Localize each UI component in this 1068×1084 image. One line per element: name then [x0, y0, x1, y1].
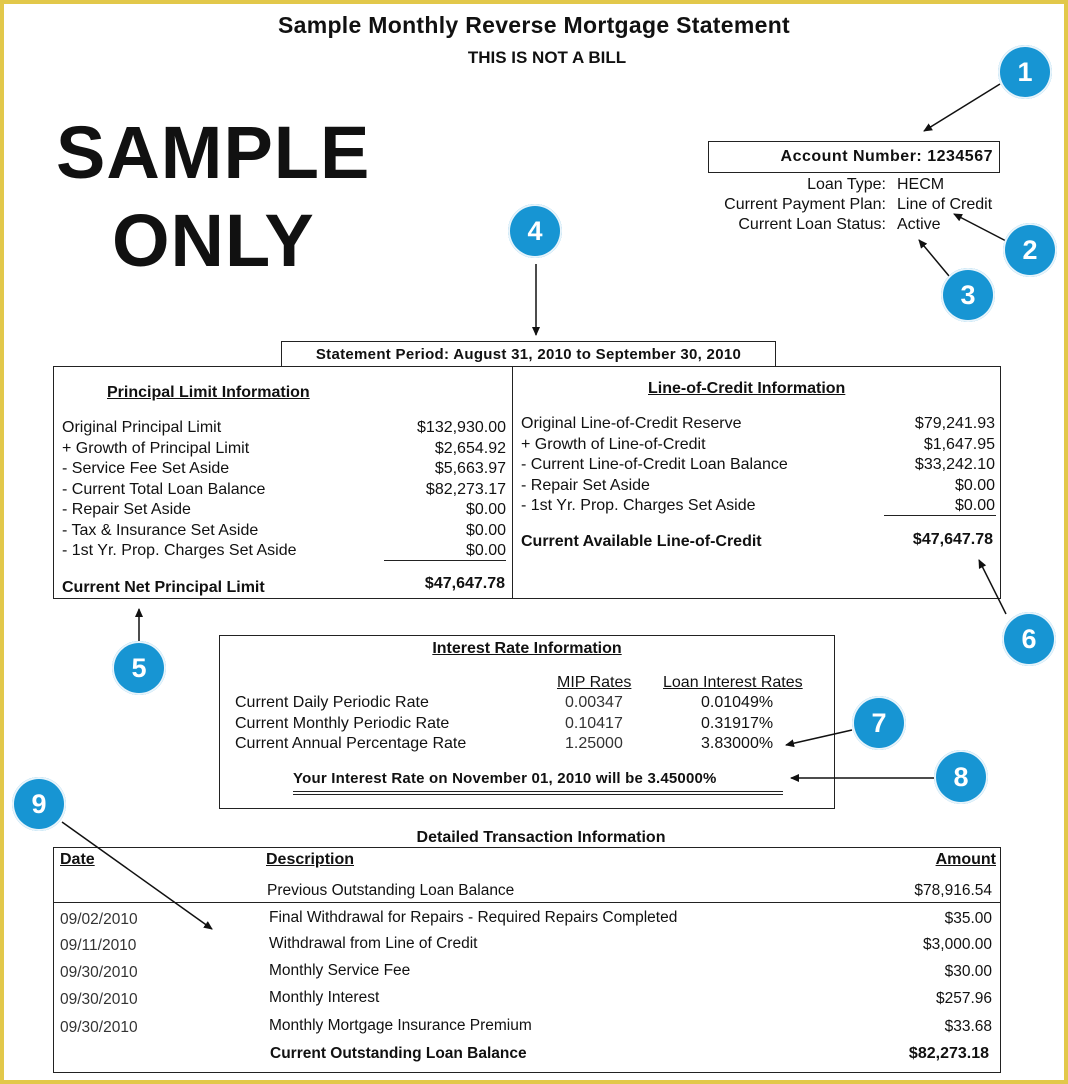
col-amount-header: Amount [935, 851, 996, 868]
principal-row-label: + Growth of Principal Limit [62, 439, 250, 457]
transaction-amount: $30.00 [944, 963, 992, 980]
transaction-date: 09/30/2010 [60, 964, 138, 981]
transaction-description: Final Withdrawal for Repairs - Required Repairs Completed [269, 909, 678, 926]
callout-8: 8 [934, 750, 988, 804]
principal-row-value: $0.00 [465, 501, 506, 518]
principal-row-label: - Repair Set Aside [62, 501, 191, 518]
credit-row-label: - 1st Yr. Prop. Charges Set Aside [521, 497, 756, 514]
arrow-7 [786, 730, 852, 745]
credit-heading: Line-of-Credit Information [648, 380, 846, 397]
transaction-amount: $3,000.00 [923, 936, 992, 953]
current-balance-label: Current Outstanding Loan Balance [270, 1045, 527, 1062]
transaction-amount: $33.68 [944, 1018, 992, 1035]
principal-row-value: $0.00 [465, 521, 506, 539]
callout-7: 7 [852, 696, 906, 750]
transaction-description: Monthly Mortgage Insurance Premium [269, 1017, 532, 1034]
credit-row-value: $0.00 [954, 476, 995, 494]
payment-plan-value: Line of Credit [897, 196, 993, 213]
transaction-description: Monthly Service Fee [269, 962, 411, 979]
interest-heading: Interest Rate Information [432, 640, 622, 657]
principal-heading: Principal Limit Information [107, 384, 310, 401]
credit-row-value: $33,242.10 [914, 456, 995, 473]
interest-row-loan: 0.01049% [701, 694, 774, 711]
transaction-amount: $35.00 [944, 910, 992, 927]
callout-5: 5 [112, 641, 166, 695]
callout-4: 4 [508, 204, 562, 258]
interest-row-mip: 0.10417 [565, 714, 623, 732]
principal-row-label: - 1st Yr. Prop. Charges Set Aside [62, 542, 297, 559]
interest-row-label: Current Annual Percentage Rate [235, 735, 467, 752]
principal-row-value: $132,930.00 [417, 419, 506, 436]
transaction-description: Withdrawal from Line of Credit [269, 935, 478, 952]
principal-row-value: $2,654.92 [434, 439, 506, 457]
loan-rates-header: Loan Interest Rates [663, 674, 803, 691]
transaction-description: Monthly Interest [269, 989, 380, 1006]
page-title: Sample Monthly Reverse Mortgage Statement [277, 12, 791, 38]
principal-row-value: $82,273.17 [425, 480, 506, 498]
loan-status-value: Active [897, 216, 941, 233]
previous-balance-label: Previous Outstanding Loan Balance [267, 882, 515, 899]
credit-row-label: Original Line-of-Credit Reserve [521, 415, 742, 432]
credit-total-label: Current Available Line-of-Credit [521, 533, 762, 550]
transaction-amount: $257.96 [935, 990, 992, 1007]
previous-balance-value: $78,916.54 [914, 882, 992, 899]
interest-row-loan: 3.83000% [701, 735, 774, 752]
arrow-6 [979, 560, 1006, 614]
sample-watermark-line2: ONLY [112, 199, 315, 282]
account-number: Account Number: 1234567 [780, 148, 993, 165]
credit-total-value: $47,647.78 [912, 531, 993, 548]
callout-arrows [4, 4, 1064, 1080]
callout-9: 9 [12, 777, 66, 831]
transaction-date: 09/02/2010 [60, 911, 138, 928]
credit-row-value: $1,647.95 [923, 435, 995, 453]
loan-type-value: HECM [897, 176, 945, 193]
interest-row-loan: 0.31917% [701, 714, 774, 732]
arrow-1 [924, 84, 1000, 131]
transactions-heading: Detailed Transaction Information [416, 829, 666, 846]
payment-plan-label: Current Payment Plan: [724, 196, 886, 213]
credit-row-label: - Current Line-of-Credit Loan Balance [521, 456, 788, 473]
transaction-date: 09/11/2010 [60, 937, 137, 954]
loan-type-label: Loan Type: [807, 176, 886, 193]
current-balance-value: $82,273.18 [908, 1045, 989, 1062]
principal-row-label: - Current Total Loan Balance [62, 480, 266, 498]
principal-total-value: $47,647.78 [424, 575, 505, 592]
interest-row-mip: 0.00347 [565, 694, 623, 711]
transaction-date: 09/30/2010 [60, 991, 138, 1008]
credit-row-value: $0.00 [954, 497, 995, 514]
col-description-header: Description [266, 851, 355, 868]
callout-1: 1 [998, 45, 1052, 99]
callout-2: 2 [1003, 223, 1057, 277]
principal-row-label: Original Principal Limit [62, 419, 222, 436]
interest-row-label: Current Daily Periodic Rate [235, 694, 429, 711]
credit-row-label: - Repair Set Aside [521, 476, 650, 494]
principal-row-label: - Service Fee Set Aside [62, 460, 230, 477]
col-date-header: Date [60, 851, 95, 868]
callout-3: 3 [941, 268, 995, 322]
principal-row-value: $5,663.97 [434, 460, 506, 477]
arrow-2 [954, 214, 1008, 242]
loan-status-label: Current Loan Status: [738, 216, 886, 233]
interest-row-label: Current Monthly Periodic Rate [235, 714, 450, 732]
credit-row-label: + Growth of Line-of-Credit [521, 435, 706, 453]
transaction-date: 09/30/2010 [60, 1019, 138, 1036]
future-interest-rate: Your Interest Rate on November 01, 2010 will be 3.45000% [293, 770, 717, 787]
callout-6: 6 [1002, 612, 1056, 666]
statement-period: Statement Period: August 31, 2010 to September 30, 2010 [315, 346, 742, 363]
sample-watermark-line1: SAMPLE [56, 111, 371, 194]
arrow-9 [62, 822, 212, 929]
principal-row-label: - Tax & Insurance Set Aside [62, 521, 259, 539]
interest-row-mip: 1.25000 [565, 735, 623, 752]
principal-row-value: $0.00 [465, 542, 506, 559]
credit-row-value: $79,241.93 [914, 415, 995, 432]
mip-rates-header: MIP Rates [557, 674, 632, 691]
page-subtitle: THIS IS NOT A BILL [467, 48, 627, 67]
principal-total-label: Current Net Principal Limit [62, 579, 265, 596]
